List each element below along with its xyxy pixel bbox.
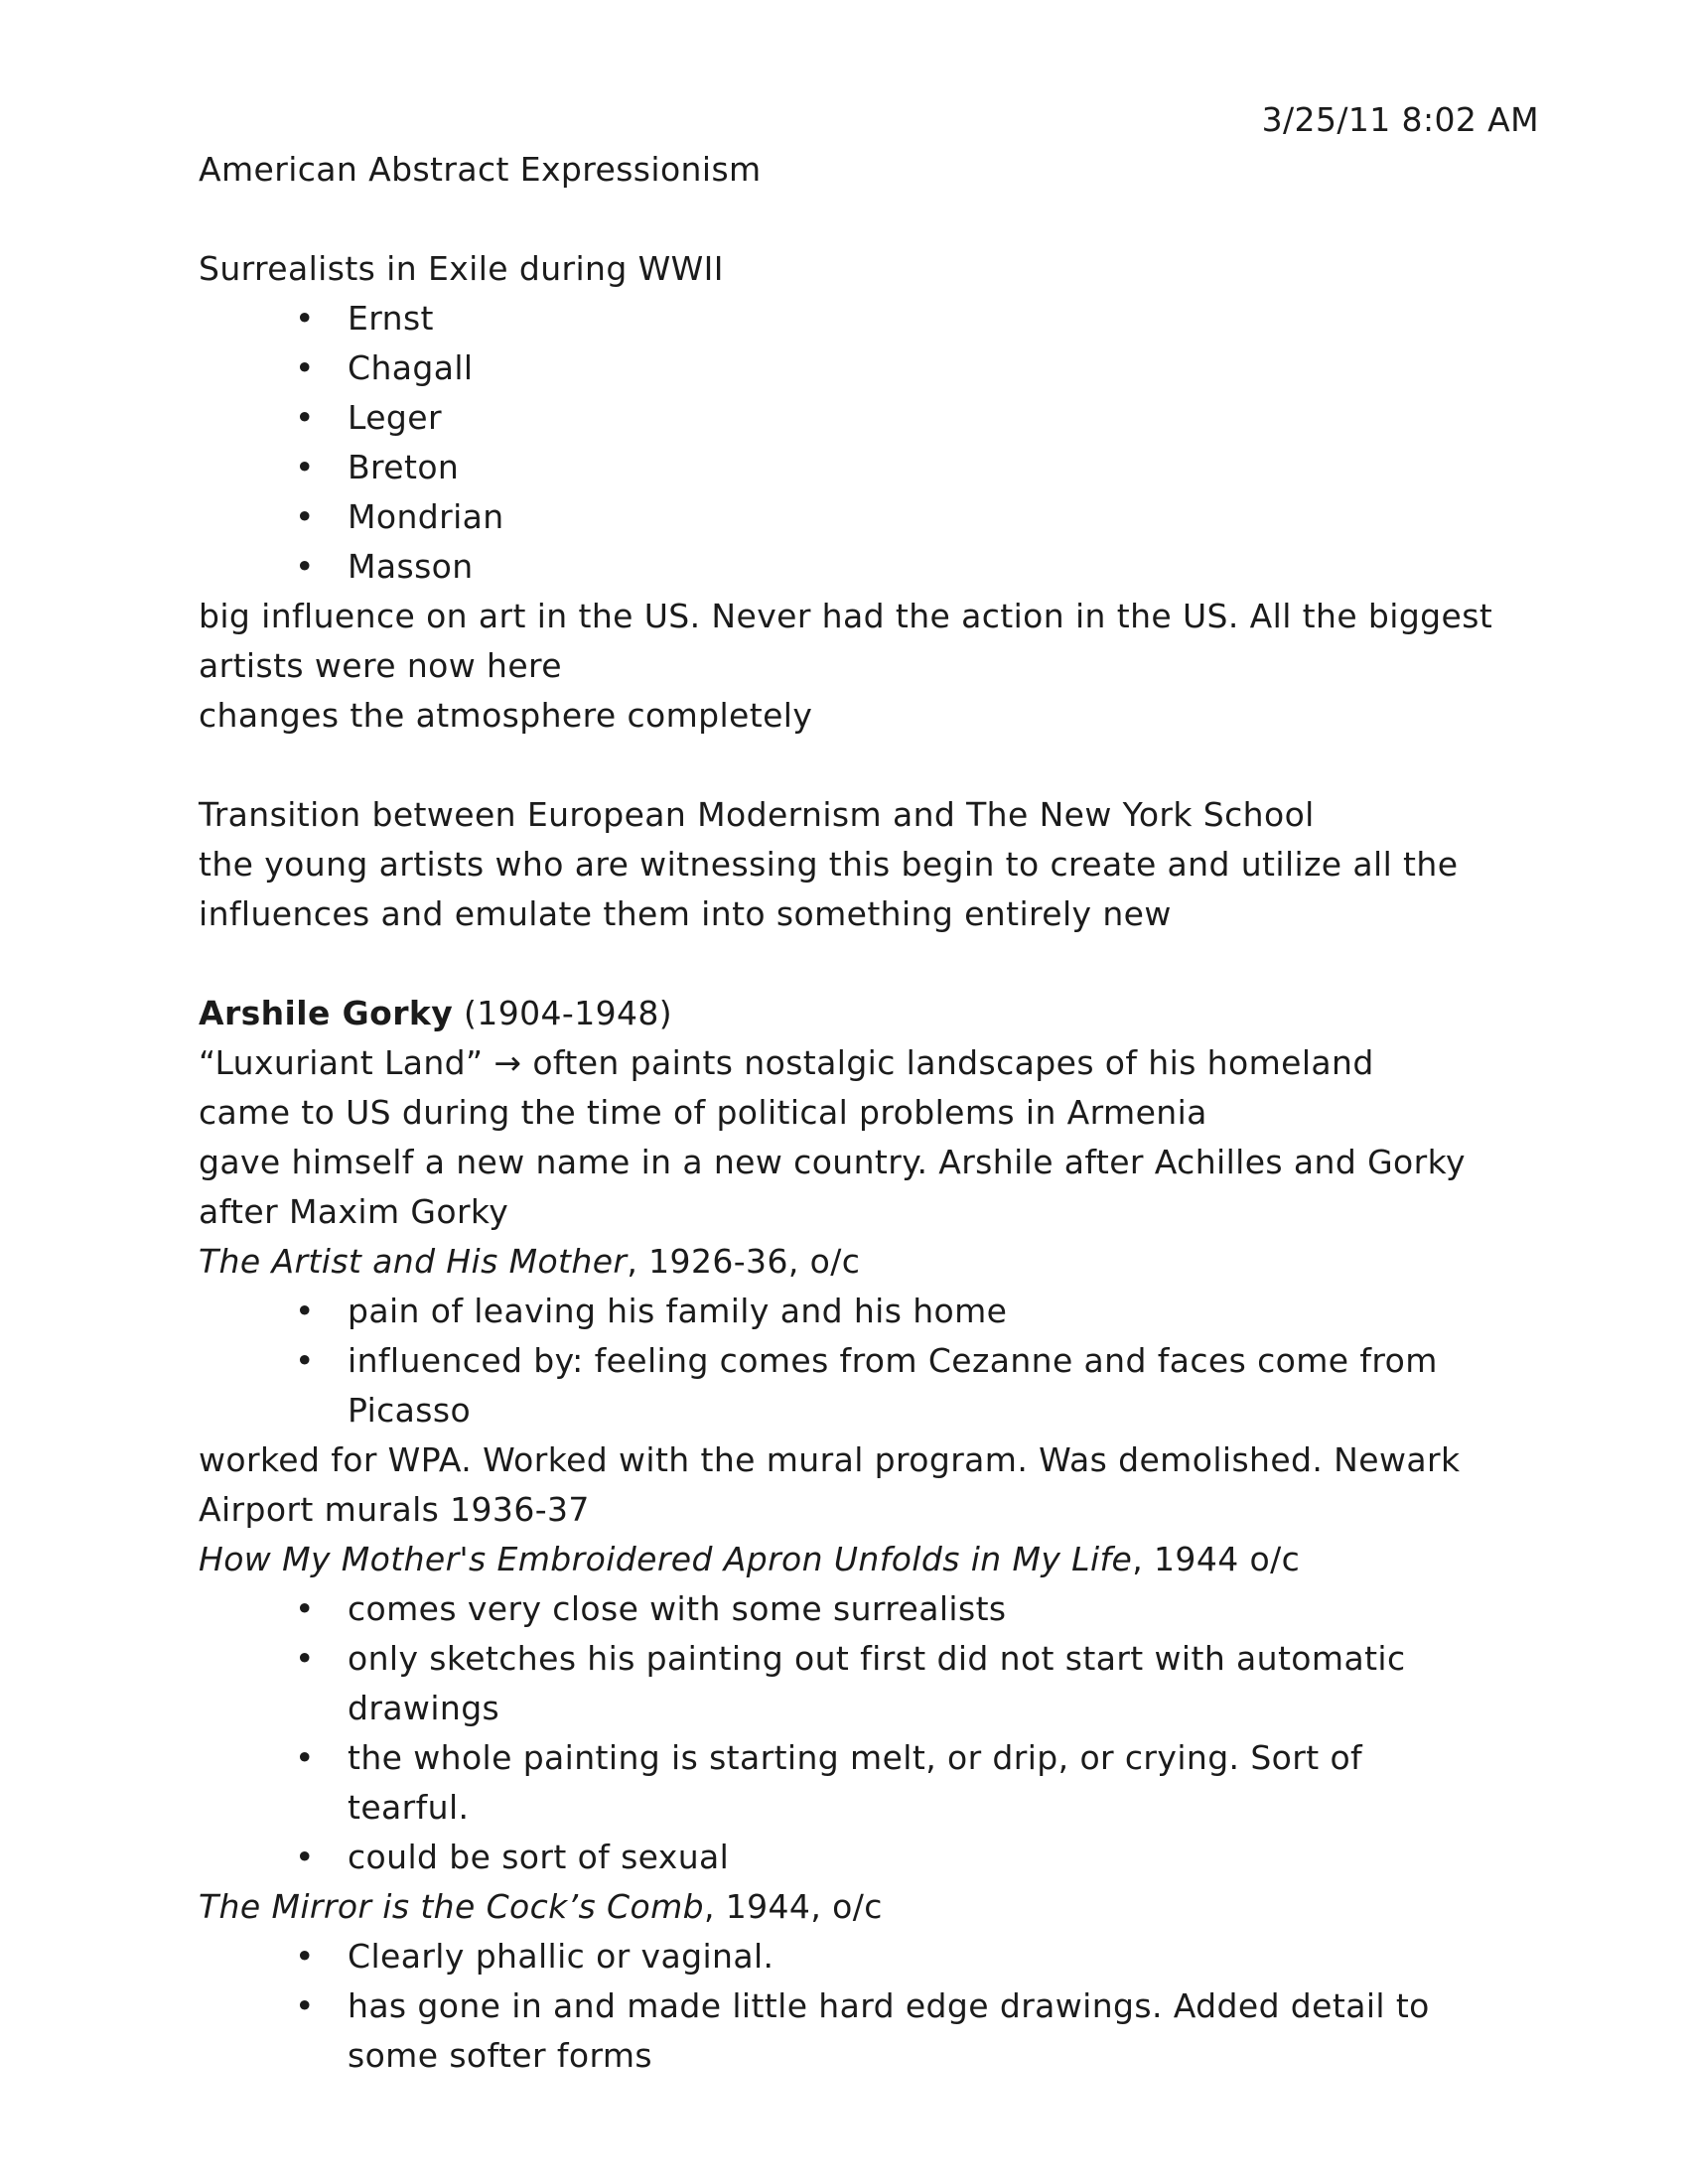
bullet-icon: • bbox=[295, 448, 315, 486]
artwork-line bbox=[199, 1882, 1549, 1932]
artwork-notes bbox=[199, 1932, 1549, 2081]
list-item: • Breton bbox=[199, 443, 1549, 492]
artwork-title: How My Mother's Embroidered Apron Unfolds in My Life bbox=[199, 1540, 1133, 1578]
list-item: • Ernst bbox=[199, 294, 1549, 343]
list-item: • pain of leaving his family and his home bbox=[199, 1287, 1549, 1336]
list-item: • only sketches his painting out first did not start with automatic drawings bbox=[199, 1634, 1450, 1733]
artist-name: Arshile Gorky bbox=[199, 994, 454, 1032]
bullet-icon: • bbox=[295, 398, 315, 437]
spacer bbox=[199, 195, 1549, 244]
artwork-info: , 1926-36, o/c bbox=[627, 1242, 861, 1281]
gorky-note: gave himself a new name in a new country. Arshile after Achilles and Gorky bbox=[199, 1143, 1466, 1181]
influence-note-cont: artists were now here bbox=[199, 646, 562, 685]
list-item: • Leger bbox=[199, 393, 1549, 443]
spacer bbox=[199, 939, 1549, 989]
list-item: • comes very close with some surrealists bbox=[199, 1584, 1549, 1634]
bullet-icon: • bbox=[295, 299, 315, 338]
bullet-icon: • bbox=[295, 547, 315, 586]
artwork-line bbox=[199, 1535, 1549, 1584]
artist-dates: (1904-1948) bbox=[464, 994, 673, 1032]
list-item: • has gone in and made little hard edge drawings. Added detail to some softer forms bbox=[199, 1981, 1450, 2081]
artwork-info: , 1944, o/c bbox=[703, 1887, 883, 1926]
surrealist-artist-list bbox=[199, 294, 1549, 592]
artwork-line bbox=[199, 1237, 1549, 1287]
notes-body bbox=[199, 145, 1549, 2081]
transition-heading: Transition between European Modernism and The New York School bbox=[199, 795, 1315, 834]
artwork-info: , 1944 o/c bbox=[1132, 1540, 1301, 1578]
wpa-note: worked for WPA. Worked with the mural program. Was demolished. Newark bbox=[199, 1440, 1461, 1479]
list-item: • Chagall bbox=[199, 343, 1549, 393]
bullet-icon: • bbox=[295, 1838, 315, 1876]
timestamp: 3/25/11 8:02 AM bbox=[1261, 100, 1539, 139]
surrealists-heading: Surrealists in Exile during WWII bbox=[199, 249, 724, 288]
wpa-note-cont: Airport murals 1936-37 bbox=[199, 1490, 590, 1529]
gorky-note: came to US during the time of political problems in Armenia bbox=[199, 1093, 1207, 1132]
transition-line: influences and emulate them into something entirely new bbox=[199, 894, 1172, 933]
list-item: • Masson bbox=[199, 542, 1549, 592]
bullet-icon: • bbox=[295, 1341, 315, 1380]
artwork-notes bbox=[199, 1584, 1549, 1882]
gorky-heading bbox=[199, 989, 1549, 1038]
influence-note: big influence on art in the US. Never had the action in the US. All the biggest bbox=[199, 597, 1493, 635]
bullet-icon: • bbox=[295, 1738, 315, 1777]
gorky-note: after Maxim Gorky bbox=[199, 1192, 509, 1231]
artwork-title: The Mirror is the Cock’s Comb bbox=[199, 1887, 704, 1926]
bullet-icon: • bbox=[295, 348, 315, 387]
artwork-title: The Artist and His Mother bbox=[199, 1242, 628, 1281]
list-item: • Clearly phallic or vaginal. bbox=[199, 1932, 1549, 1981]
bullet-icon: • bbox=[295, 1937, 315, 1976]
gorky-note: “Luxuriant Land” → often paints nostalgic landscapes of his homeland bbox=[199, 1043, 1374, 1082]
document-title: American Abstract Expressionism bbox=[199, 150, 762, 189]
list-item: • Mondrian bbox=[199, 492, 1549, 542]
list-item: • the whole painting is starting melt, or drip, or crying. Sort of tearful. bbox=[199, 1733, 1450, 1833]
bullet-icon: • bbox=[295, 1589, 315, 1628]
bullet-icon: • bbox=[295, 497, 315, 536]
bullet-icon: • bbox=[295, 1986, 315, 2025]
bullet-icon: • bbox=[295, 1292, 315, 1330]
list-item: • could be sort of sexual bbox=[199, 1833, 1549, 1882]
transition-line: the young artists who are witnessing this begin to create and utilize all the bbox=[199, 845, 1459, 884]
artwork-notes bbox=[199, 1287, 1549, 1435]
bullet-icon: • bbox=[295, 1639, 315, 1678]
atmosphere-note: changes the atmosphere completely bbox=[199, 696, 813, 735]
list-item: • influenced by: feeling comes from Cezanne and faces come from Picasso bbox=[199, 1336, 1450, 1435]
spacer bbox=[199, 741, 1549, 790]
